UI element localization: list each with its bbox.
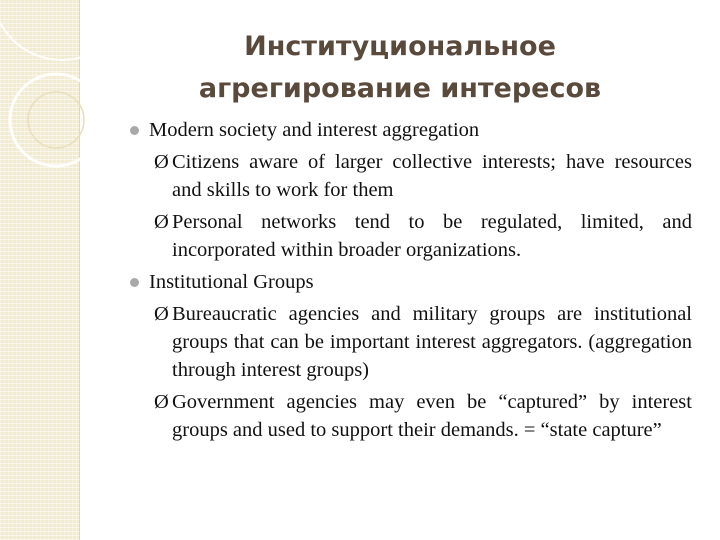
bullet-institutional-groups (130, 268, 720, 296)
deco-circle-medium (10, 74, 102, 166)
slide-body (130, 116, 720, 444)
subitem-text: Government agencies may even be “captured” by interest groups and used to support their demands. = “state capture” (172, 391, 692, 441)
arrow-marker-icon: Ø (154, 303, 169, 325)
subitem-text: Bureaucratic agencies and military groups are institutional groups that can be important interest aggregators. (aggregation through interest groups) (172, 303, 692, 381)
subitem-government (130, 388, 692, 444)
subitem-text: Personal networks tend to be regulated, limited, and incorporated within broader organizations. (172, 211, 692, 261)
bullet-dot-icon (130, 278, 139, 287)
arrow-marker-icon: Ø (154, 211, 169, 233)
deco-circle-large (0, 0, 132, 60)
title-line-2: агрегирование интересов (198, 73, 602, 104)
slide-title (150, 26, 650, 110)
bullet-text: Modern society and interest aggregation (149, 119, 480, 141)
decorative-circles (0, 0, 140, 220)
subitem-bureaucratic (130, 300, 692, 384)
bullet-dot-icon (130, 126, 139, 135)
deco-circle-small (28, 92, 84, 148)
subitem-personal-networks (130, 208, 692, 264)
arrow-marker-icon: Ø (154, 151, 169, 173)
subitem-text: Citizens aware of larger collective interests; have resources and skills to work for them (172, 151, 692, 201)
title-line-1: Институциональное (244, 31, 556, 62)
bullet-modern-society (130, 116, 720, 144)
arrow-marker-icon: Ø (154, 391, 169, 413)
bullet-text: Institutional Groups (149, 271, 314, 293)
subitem-citizens (130, 148, 692, 204)
